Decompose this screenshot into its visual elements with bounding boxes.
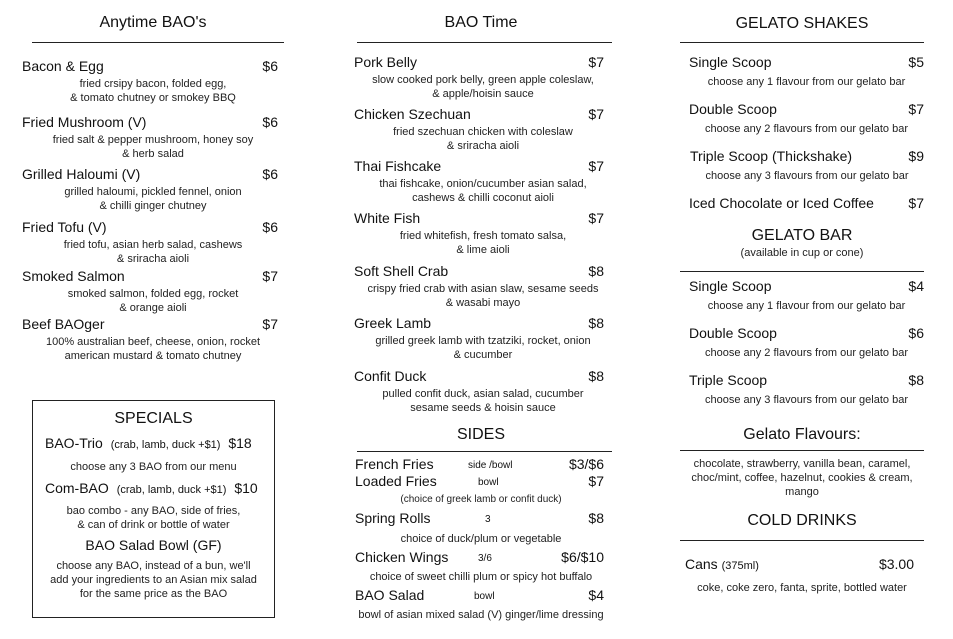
item-desc: & herb salad <box>122 148 184 160</box>
menu-item <box>22 57 284 105</box>
item-name: Thai Fishcake <box>354 158 442 174</box>
item-price: $4 <box>588 587 604 603</box>
item-desc: & sriracha aioli <box>116 253 190 265</box>
drinks-divider <box>680 540 924 541</box>
sides-title: SIDES <box>456 426 505 443</box>
item-name: BAO Salad <box>355 587 425 603</box>
item-price: $8 <box>588 368 604 384</box>
item-size: (375ml) <box>721 560 759 572</box>
gelatobar-title: GELATO BAR <box>751 227 853 244</box>
item-desc: pulled confit duck, asian salad, cucumber <box>382 388 584 400</box>
item-price: $3/$6 <box>568 456 604 472</box>
item-price: $6 <box>262 58 278 74</box>
item-name: Fried Tofu (V) <box>22 219 107 235</box>
special-item <box>45 479 264 499</box>
gelatobar-subtitle: (available in cup or cone) <box>740 247 864 259</box>
menu-item <box>354 53 612 101</box>
item-name: Beef BAOger <box>22 316 105 332</box>
item-desc: fried salt & pepper mushroom, honey soy <box>52 134 254 146</box>
item-desc: bowl of asian mixed salad (V) ginger/lime dressing <box>358 609 604 621</box>
item-price: $6 <box>908 325 924 341</box>
shakes-divider <box>680 42 924 43</box>
item-price: $7 <box>908 195 924 211</box>
item-price: $8 <box>588 263 604 279</box>
menu-item <box>689 277 924 313</box>
item-desc: & cucumber <box>453 349 513 361</box>
item-name: Smoked Salmon <box>22 268 125 284</box>
item-desc: fried whitefish, fresh tomato salsa, <box>399 230 567 242</box>
item-desc: fried tofu, asian herb salad, cashews <box>63 239 243 251</box>
item-price: $4 <box>908 278 924 294</box>
item-desc: & tomato chutney or smokey BBQ <box>70 92 236 104</box>
gelatobar-divider <box>680 271 924 272</box>
item-name: Single Scoop <box>689 278 772 294</box>
menu-item <box>689 324 924 360</box>
item-name: Triple Scoop (Thickshake) <box>690 148 853 164</box>
item-size: side /bowl <box>468 460 513 471</box>
item-price: $7 <box>588 54 604 70</box>
item-desc: choose any 3 flavours from our gelato bar <box>705 170 909 182</box>
shakes-title: GELATO SHAKES <box>735 15 869 32</box>
item-desc: choice of duck/plum or vegetable <box>400 533 562 545</box>
item-size: bowl <box>474 591 495 602</box>
item-price: $7 <box>588 106 604 122</box>
item-desc: & wasabi mayo <box>445 297 521 309</box>
item-desc: choose any 1 flavour from our gelato bar <box>707 76 906 88</box>
item-name: Iced Chocolate or Iced Coffee <box>689 195 874 211</box>
flavours-title: Gelato Flavours: <box>743 426 861 443</box>
item-desc: fried szechuan chicken with coleslaw <box>393 126 573 138</box>
flavours-line: mango <box>785 486 819 498</box>
item-price: $10 <box>234 480 258 496</box>
item-name: French Fries <box>355 456 434 472</box>
item-name: BAO-Trio <box>45 435 103 451</box>
flavours-line: choc/mint, coffee, hazelnut, cookies & cream, <box>691 472 913 484</box>
item-price: $3.00 <box>878 556 914 572</box>
item-price: $18 <box>228 435 252 451</box>
item-desc: cashews & chilli coconut aioli <box>412 192 554 204</box>
item-name: Loaded Fries <box>355 473 437 489</box>
item-desc: choose any 3 flavours from our gelato bar <box>704 394 908 406</box>
item-name: Chicken Wings <box>355 549 449 565</box>
item-note: (crab, lamb, duck +$1) <box>110 439 221 451</box>
menu-item <box>689 53 924 89</box>
item-price: $7 <box>262 316 278 332</box>
item-desc: american mustard & tomato chutney <box>64 350 242 362</box>
item-name: Fried Mushroom (V) <box>22 114 147 130</box>
item-desc: slow cooked pork belly, green apple coleslaw, <box>372 74 594 86</box>
item-desc: & can of drink or bottle of water <box>77 519 230 531</box>
item-desc: coke, coke zero, fanta, sprite, bottled water <box>697 582 907 594</box>
menu-item <box>354 209 612 257</box>
menu-item <box>689 100 924 136</box>
menu-item <box>690 147 924 183</box>
item-desc: & orange aioli <box>119 302 187 314</box>
item-desc: grilled haloumi, pickled fennel, onion <box>64 186 242 198</box>
item-desc: 100% australian beef, cheese, onion, rocket <box>45 336 261 348</box>
menu-item <box>689 194 924 212</box>
item-price: $7 <box>588 158 604 174</box>
item-price: $8 <box>588 510 604 526</box>
anytime-divider <box>32 42 284 43</box>
item-desc: crispy fried crab with asian slaw, sesame seeds <box>367 283 599 295</box>
item-price: $7 <box>908 101 924 117</box>
item-price: $8 <box>588 315 604 331</box>
item-price: $6/$10 <box>561 549 604 565</box>
item-name: Double Scoop <box>689 325 777 341</box>
item-desc: choose any BAO, instead of a bun, we'll <box>56 560 251 572</box>
item-desc: choose any 3 BAO from our menu <box>70 461 237 473</box>
item-desc: & lime aioli <box>456 244 510 256</box>
item-name: Confit Duck <box>354 368 427 384</box>
item-desc: (choice of greek lamb or confit duck) <box>400 494 562 505</box>
item-size: 3/6 <box>478 553 492 564</box>
specials-box <box>32 400 275 618</box>
item-desc: choose any 2 flavours from our gelato bar <box>704 123 908 135</box>
item-desc: thai fishcake, onion/cucumber asian salad, <box>379 178 587 190</box>
menu-item <box>354 157 612 205</box>
drink-item <box>685 555 914 575</box>
item-name: Bacon & Egg <box>22 58 104 74</box>
item-desc: smoked salmon, folded egg, rocket <box>67 288 239 300</box>
item-size: bowl <box>478 477 499 488</box>
item-price: $7 <box>262 268 278 284</box>
item-name: Greek Lamb <box>354 315 432 331</box>
menu-item <box>22 315 284 363</box>
menu-item <box>689 371 924 407</box>
item-desc: choose any 2 flavours from our gelato bar <box>704 347 908 359</box>
menu-item <box>22 267 284 315</box>
menu-item <box>22 113 284 161</box>
menu-item <box>22 165 284 213</box>
item-name: Double Scoop <box>689 101 777 117</box>
item-desc: & chilli ginger chutney <box>99 200 207 212</box>
item-note: (crab, lamb, duck +$1) <box>116 484 227 496</box>
item-price: $5 <box>908 54 924 70</box>
item-name: Soft Shell Crab <box>354 263 449 279</box>
item-price: $7 <box>588 210 604 226</box>
special-item <box>45 434 264 454</box>
sides-divider <box>357 451 612 452</box>
item-price: $6 <box>262 166 278 182</box>
item-desc: & apple/hoisin sauce <box>432 88 534 100</box>
drinks-title: COLD DRINKS <box>747 512 857 529</box>
item-name: Com-BAO <box>45 480 109 496</box>
item-desc: for the same price as the BAO <box>79 588 228 600</box>
item-desc: grilled greek lamb with tzatziki, rocket, onion <box>375 335 591 347</box>
anytime-title: Anytime BAO's <box>99 14 207 31</box>
item-name: Pork Belly <box>354 54 418 70</box>
item-desc: add your ingredients to an Asian mix salad <box>50 574 257 586</box>
item-name: Cans <box>685 556 718 572</box>
item-name: BAO Salad Bowl (GF) <box>85 537 222 553</box>
item-size: 3 <box>485 514 491 525</box>
menu-item <box>354 262 612 310</box>
item-price: $7 <box>588 473 604 489</box>
baotime-title: BAO Time <box>444 14 518 31</box>
item-price: $8 <box>908 372 924 388</box>
item-name: Single Scoop <box>689 54 772 70</box>
item-name: Grilled Haloumi (V) <box>22 166 141 182</box>
item-desc: fried crsipy bacon, folded egg, <box>79 78 227 90</box>
item-desc: sesame seeds & hoisin sauce <box>410 402 556 414</box>
menu-item <box>22 218 284 266</box>
item-price: $9 <box>908 148 924 164</box>
specials-title: SPECIALS <box>114 410 193 427</box>
menu-item <box>354 314 612 362</box>
item-price: $6 <box>262 219 278 235</box>
item-name: Spring Rolls <box>355 510 431 526</box>
menu-item <box>354 105 612 153</box>
item-desc: choose any 1 flavour from our gelato bar <box>707 300 906 312</box>
item-name: Chicken Szechuan <box>354 106 471 122</box>
item-desc: & sriracha aioli <box>446 140 520 152</box>
item-desc: choice of sweet chilli plum or spicy hot buffalo <box>369 571 593 583</box>
menu-item <box>354 367 612 415</box>
flavours-line: chocolate, strawberry, vanilla bean, caramel, <box>693 458 911 470</box>
baotime-divider <box>357 42 612 43</box>
item-name: White Fish <box>354 210 421 226</box>
item-desc: bao combo - any BAO, side of fries, <box>66 505 241 517</box>
item-name: Triple Scoop <box>689 372 768 388</box>
flavours-divider <box>680 450 924 451</box>
item-price: $6 <box>262 114 278 130</box>
